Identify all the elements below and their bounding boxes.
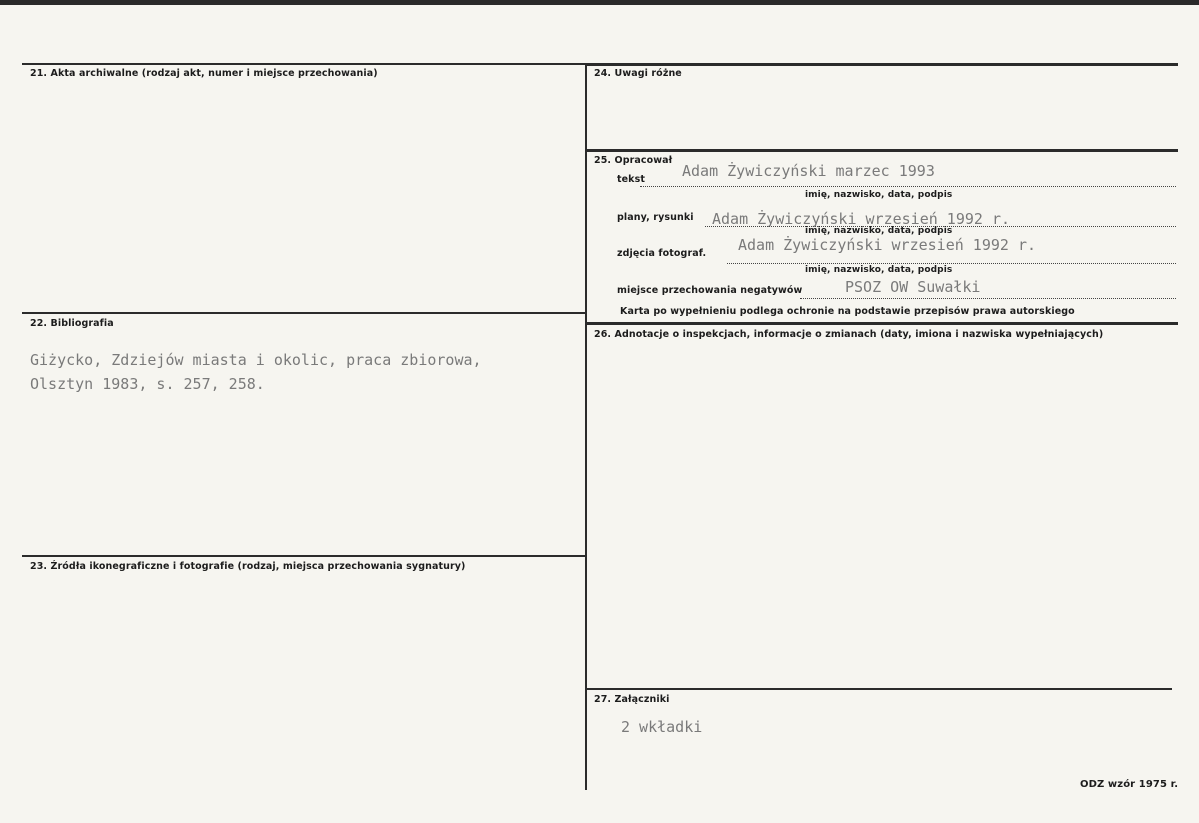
tekst-dotted-line: [640, 186, 1176, 187]
form-code: ODZ wzór 1975 r.: [1080, 779, 1179, 790]
rule-26: [586, 322, 1178, 325]
rule-27: [586, 688, 1172, 690]
zdjecia-dotted-line: [727, 263, 1176, 264]
left-top-rule: [22, 63, 586, 65]
caption-signature-2: imię, nazwisko, data, podpis: [805, 226, 953, 236]
card-top-edge: [0, 0, 1199, 5]
tekst-value: Adam Żywiczyński marzec 1993: [682, 162, 935, 180]
rule-23: [22, 555, 586, 557]
zdjecia-value: Adam Żywiczyński wrzesień 1992 r.: [738, 236, 1037, 254]
right-top-rule: [586, 63, 1178, 66]
attachments-value: 2 wkładki: [621, 718, 703, 736]
section-26-label: 26. Adnotacje o inspekcjach, informacje o zmianach (daty, imiona i nazwiska wypełniających): [594, 329, 1104, 340]
plany-label: plany, rysunki: [617, 212, 694, 223]
caption-signature-1: imię, nazwisko, data, podpis: [805, 190, 953, 200]
center-divider: [585, 63, 587, 790]
negatyw-label: miejsce przechowania negatywów: [617, 285, 803, 296]
rule-25: [586, 149, 1178, 152]
tekst-label: tekst: [617, 174, 645, 185]
negatyw-value: PSOZ OW Suwałki: [845, 278, 981, 296]
section-21-label: 21. Akta archiwalne (rodzaj akt, numer i miejsce przechowania): [30, 68, 378, 79]
negatyw-dotted-line: [800, 298, 1176, 299]
zdjecia-label: zdjęcia fotograf.: [617, 248, 707, 259]
bibliography-line-1: Giżycko, Zdziejów miasta i okolic, praca zbiorowa,: [30, 351, 482, 369]
caption-signature-3: imię, nazwisko, data, podpis: [805, 265, 953, 275]
section-24-label: 24. Uwagi różne: [594, 68, 682, 79]
copyright-note: Karta po wypełnieniu podlega ochronie na podstawie przepisów prawa autorskiego: [620, 306, 1075, 317]
section-27-label: 27. Załączniki: [594, 694, 670, 705]
rule-22: [22, 312, 586, 314]
section-25-label: 25. Opracował: [594, 155, 673, 166]
bibliography-line-2: Olsztyn 1983, s. 257, 258.: [30, 375, 265, 393]
plany-value: Adam Żywiczyński wrzesień 1992 r.: [712, 210, 1011, 228]
section-23-label: 23. Źródła ikonegraficzne i fotografie (rodzaj, miejsca przechowania sygnatury): [30, 561, 466, 572]
section-22-label: 22. Bibliografia: [30, 318, 114, 329]
